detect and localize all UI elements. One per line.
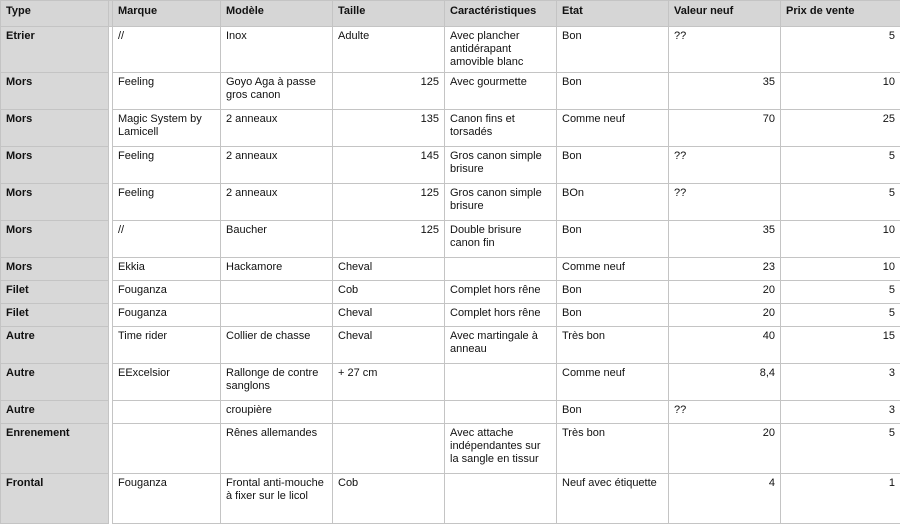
- header-caracteristiques[interactable]: Caractéristiques: [445, 1, 557, 27]
- table-row: [1, 364, 900, 401]
- cell-modele[interactable]: [221, 281, 333, 304]
- cell-marque[interactable]: Feeling: [113, 184, 221, 221]
- cell-modele[interactable]: Frontal anti-mouche à fixer sur le licol: [221, 474, 333, 524]
- cell-etat[interactable]: Très bon: [557, 424, 669, 474]
- cell-caracteristiques[interactable]: [445, 474, 557, 524]
- cell-caracteristiques[interactable]: Avec attache indépendantes sur la sangle en tissur: [445, 424, 557, 474]
- cell-etat[interactable]: Bon: [557, 281, 669, 304]
- cell-valeur-neuf[interactable]: ??: [669, 401, 781, 424]
- cell-valeur-neuf[interactable]: 70: [669, 110, 781, 147]
- cell-prix-de-vente[interactable]: 5: [781, 184, 900, 221]
- cell-prix-de-vente[interactable]: 5: [781, 304, 900, 327]
- cell-marque[interactable]: [113, 401, 221, 424]
- cell-valeur-neuf[interactable]: 20: [669, 424, 781, 474]
- cell-modele[interactable]: Collier de chasse: [221, 327, 333, 364]
- cell-caracteristiques[interactable]: Double brisure canon fin: [445, 221, 557, 258]
- cell-modele[interactable]: Rênes allemandes: [221, 424, 333, 474]
- cell-etat[interactable]: Bon: [557, 221, 669, 258]
- cell-valeur-neuf[interactable]: 4: [669, 474, 781, 524]
- cell-type[interactable]: Mors: [1, 147, 109, 184]
- cell-prix-de-vente[interactable]: 10: [781, 258, 900, 281]
- cell-taille[interactable]: 125: [333, 221, 445, 258]
- cell-modele[interactable]: [221, 304, 333, 327]
- header-prix-de-vente[interactable]: Prix de vente: [781, 1, 900, 27]
- cell-etat[interactable]: Bon: [557, 27, 669, 73]
- cell-caracteristiques[interactable]: Avec gourmette: [445, 73, 557, 110]
- cell-type[interactable]: Frontal: [1, 474, 109, 524]
- table-body: [1, 27, 900, 524]
- cell-type[interactable]: Autre: [1, 364, 109, 401]
- cell-marque[interactable]: Magic System by Lamicell: [113, 110, 221, 147]
- header-modele[interactable]: Modèle: [221, 1, 333, 27]
- table-row: [1, 258, 900, 281]
- cell-etat[interactable]: Bon: [557, 304, 669, 327]
- cell-marque[interactable]: [113, 424, 221, 474]
- cell-type[interactable]: Filet: [1, 281, 109, 304]
- cell-marque[interactable]: //: [113, 27, 221, 73]
- cell-marque[interactable]: Ekkia: [113, 258, 221, 281]
- cell-prix-de-vente[interactable]: 3: [781, 364, 900, 401]
- cell-valeur-neuf[interactable]: ??: [669, 184, 781, 221]
- cell-type[interactable]: Mors: [1, 184, 109, 221]
- table-header: [1, 1, 900, 27]
- cell-taille[interactable]: 135: [333, 110, 445, 147]
- cell-type[interactable]: Filet: [1, 304, 109, 327]
- cell-etat[interactable]: Très bon: [557, 327, 669, 364]
- cell-type[interactable]: Enrenement: [1, 424, 109, 474]
- header-marque[interactable]: Marque: [113, 1, 221, 27]
- cell-prix-de-vente[interactable]: 10: [781, 221, 900, 258]
- cell-modele[interactable]: Hackamore: [221, 258, 333, 281]
- cell-taille[interactable]: 125: [333, 73, 445, 110]
- cell-modele[interactable]: Baucher: [221, 221, 333, 258]
- header-valeur-neuf[interactable]: Valeur neuf: [669, 1, 781, 27]
- cell-caracteristiques[interactable]: [445, 258, 557, 281]
- cell-caracteristiques[interactable]: Gros canon simple brisure: [445, 147, 557, 184]
- cell-etat[interactable]: Comme neuf: [557, 258, 669, 281]
- cell-type[interactable]: Mors: [1, 73, 109, 110]
- table-row: [1, 304, 900, 327]
- cell-modele[interactable]: Inox: [221, 27, 333, 73]
- cell-taille[interactable]: 125: [333, 184, 445, 221]
- table-row: [1, 281, 900, 304]
- cell-prix-de-vente[interactable]: 3: [781, 401, 900, 424]
- cell-prix-de-vente[interactable]: 5: [781, 281, 900, 304]
- cell-prix-de-vente[interactable]: 5: [781, 424, 900, 474]
- cell-taille[interactable]: Adulte: [333, 27, 445, 73]
- cell-modele[interactable]: 2 anneaux: [221, 184, 333, 221]
- cell-valeur-neuf[interactable]: 40: [669, 327, 781, 364]
- cell-etat[interactable]: Bon: [557, 147, 669, 184]
- cell-marque[interactable]: //: [113, 221, 221, 258]
- cell-valeur-neuf[interactable]: 20: [669, 281, 781, 304]
- header-row: [1, 1, 900, 27]
- cell-taille[interactable]: Cheval: [333, 258, 445, 281]
- cell-caracteristiques[interactable]: [445, 401, 557, 424]
- cell-type[interactable]: Mors: [1, 110, 109, 147]
- table-row: [1, 184, 900, 221]
- cell-prix-de-vente[interactable]: 15: [781, 327, 900, 364]
- cell-taille[interactable]: 145: [333, 147, 445, 184]
- table-row: [1, 424, 900, 474]
- cell-valeur-neuf[interactable]: 8,4: [669, 364, 781, 401]
- cell-modele[interactable]: Goyo Aga à passe gros canon: [221, 73, 333, 110]
- cell-taille[interactable]: [333, 424, 445, 474]
- table-row: [1, 73, 900, 110]
- cell-caracteristiques[interactable]: Complet hors rêne: [445, 281, 557, 304]
- table-row: [1, 327, 900, 364]
- table-row: [1, 147, 900, 184]
- cell-marque[interactable]: Fouganza: [113, 281, 221, 304]
- cell-modele[interactable]: Rallonge de contre sanglons: [221, 364, 333, 401]
- header-etat[interactable]: Etat: [557, 1, 669, 27]
- cell-caracteristiques[interactable]: [445, 364, 557, 401]
- cell-caracteristiques[interactable]: Avec martingale à anneau: [445, 327, 557, 364]
- cell-prix-de-vente[interactable]: 5: [781, 27, 900, 73]
- cell-etat[interactable]: Bon: [557, 73, 669, 110]
- cell-marque[interactable]: EExcelsior: [113, 364, 221, 401]
- cell-type[interactable]: Etrier: [1, 27, 109, 73]
- cell-etat[interactable]: BOn: [557, 184, 669, 221]
- cell-etat[interactable]: Comme neuf: [557, 364, 669, 401]
- cell-valeur-neuf[interactable]: 35: [669, 73, 781, 110]
- header-taille[interactable]: Taille: [333, 1, 445, 27]
- table-row: [1, 221, 900, 258]
- cell-modele[interactable]: croupière: [221, 401, 333, 424]
- cell-marque[interactable]: Feeling: [113, 147, 221, 184]
- cell-taille[interactable]: [333, 401, 445, 424]
- cell-valeur-neuf[interactable]: 20: [669, 304, 781, 327]
- cell-etat[interactable]: Neuf avec étiquette: [557, 474, 669, 524]
- cell-marque[interactable]: Fouganza: [113, 474, 221, 524]
- cell-caracteristiques[interactable]: Gros canon simple brisure: [445, 184, 557, 221]
- cell-taille[interactable]: Cheval: [333, 304, 445, 327]
- table-row: [1, 27, 900, 73]
- cell-valeur-neuf[interactable]: 23: [669, 258, 781, 281]
- cell-type[interactable]: Autre: [1, 327, 109, 364]
- header-type[interactable]: Type: [1, 1, 109, 27]
- cell-valeur-neuf[interactable]: ??: [669, 147, 781, 184]
- table-row: [1, 474, 900, 524]
- table-row: [1, 401, 900, 424]
- cell-taille[interactable]: Cheval: [333, 327, 445, 364]
- cell-valeur-neuf[interactable]: ??: [669, 27, 781, 73]
- cell-taille[interactable]: Cob: [333, 281, 445, 304]
- cell-taille[interactable]: Cob: [333, 474, 445, 524]
- table-row: [1, 110, 900, 147]
- cell-type[interactable]: Autre: [1, 401, 109, 424]
- cell-taille[interactable]: + 27 cm: [333, 364, 445, 401]
- cell-marque[interactable]: Feeling: [113, 73, 221, 110]
- cell-prix-de-vente[interactable]: 25: [781, 110, 900, 147]
- cell-etat[interactable]: Comme neuf: [557, 110, 669, 147]
- cell-modele[interactable]: 2 anneaux: [221, 147, 333, 184]
- cell-type[interactable]: Mors: [1, 221, 109, 258]
- cell-prix-de-vente[interactable]: 10: [781, 73, 900, 110]
- cell-prix-de-vente[interactable]: 1: [781, 474, 900, 524]
- cell-caracteristiques[interactable]: Complet hors rêne: [445, 304, 557, 327]
- cell-caracteristiques[interactable]: Avec plancher antidérapant amovible blanc: [445, 27, 557, 73]
- cell-valeur-neuf[interactable]: 35: [669, 221, 781, 258]
- cell-marque[interactable]: Fouganza: [113, 304, 221, 327]
- cell-etat[interactable]: Bon: [557, 401, 669, 424]
- cell-caracteristiques[interactable]: Canon fins et torsadés: [445, 110, 557, 147]
- cell-marque[interactable]: Time rider: [113, 327, 221, 364]
- cell-prix-de-vente[interactable]: 5: [781, 147, 900, 184]
- cell-type[interactable]: Mors: [1, 258, 109, 281]
- cell-modele[interactable]: 2 anneaux: [221, 110, 333, 147]
